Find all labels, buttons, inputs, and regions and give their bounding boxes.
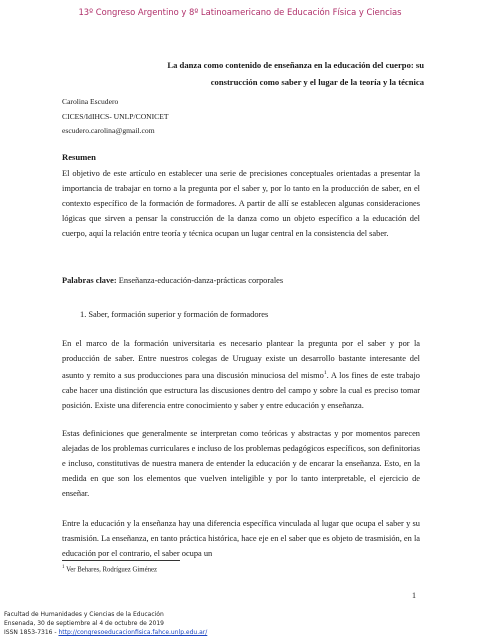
author-email: escudero.carolina@gmail.com bbox=[62, 126, 155, 135]
footer-faculty: Facultad de Humanidades y Ciencias de la Educación bbox=[4, 611, 164, 618]
issn-text: ISSN 1853-7316 - bbox=[4, 629, 59, 636]
author-name: Carolina Escudero bbox=[62, 97, 119, 106]
body-paragraph-3: Entre la educación y la enseñanza hay una diferencia específica vinculada al lugar que ocupa el saber y su trasmisión. La enseñanza, en tanto práctica histórica, hace eje en el saber que es objeto de trasmisión, en la educación por el contrario, el saber ocupa un bbox=[62, 519, 420, 558]
abstract-text: El objetivo de este artículo en establecer una serie de precisiones conceptuales orientadas a presentar la importancia de trabajar en torno a la pregunta por el saber y, por lo tanto en la producción de saber, en el contexto específico de la formación de formadores. A partir de allí se establecen algunas consideraciones lógicas que sirven a pensar la construcción de la danza como un objeto específico a la educación del cuerpo, aquí la relación entre teoría y técnica ocupan un lugar central en la consistencia del saber. bbox=[62, 169, 420, 238]
p1-text-before: En el marco de la formación universitaria es necesario plantear la pregunta por el saber y por la producción de saber. Entre nuestros colegas de Uruguay existe un desarrollo bastante interesante del asunto y remito a sus producciones para una discusión minuciosa del mismo bbox=[62, 339, 420, 380]
body-paragraph-2: Estas definiciones que generalmente se interpretan como teóricas y abstractas y por momentos parecen alejadas de los problemas curriculares e incluso de los problemas pedagógicos específicos, son definitorias e incluso, constitutivas de nuestra manera de entender la educación y de encarar la enseñanza. Esto, en la medida en que son los elementos que vuelven inteligible y por lo tanto interpretable, el ejercicio de enseñar. bbox=[62, 429, 420, 498]
page-number: 1 bbox=[412, 591, 416, 600]
article-title bbox=[110, 57, 424, 91]
footnote-divider bbox=[62, 560, 180, 561]
author-affiliation: CICES/IdIHCS- UNLP/CONICET bbox=[62, 112, 169, 121]
footnote bbox=[62, 565, 157, 573]
footer-issn bbox=[4, 629, 207, 636]
footnote-ref: 1 bbox=[323, 370, 327, 376]
title-line-2: construcción como saber y el lugar de la teoría y la técnica bbox=[210, 77, 424, 87]
section-1-heading: 1. Saber, formación superior y formación de formadores bbox=[80, 310, 269, 319]
conference-header: 13º Congreso Argentino y 8º Latinoamericano de Educación Física y Ciencias bbox=[78, 7, 402, 17]
keywords bbox=[62, 276, 283, 285]
title-line-1: La danza como contenido de enseñanza en la educación del cuerpo: su bbox=[167, 60, 424, 70]
keywords-text: Enseñanza-educación-danza-prácticas corporales bbox=[116, 276, 284, 285]
congress-url-link[interactable]: http://congresoeducacionfisica.fahce.unlp.edu.ar/ bbox=[58, 629, 208, 636]
footnote-text: Ver Behares, Rodríguez Giménez bbox=[64, 566, 158, 574]
abstract-heading: Resumen bbox=[62, 152, 96, 162]
p1-text-after: . A los fines de este trabajo cabe hacer una distinción que estructura las discusiones dentro del campo y sobre la cual es preciso tomar posición. Existe una diferencia entre conocimiento y saber y entre educación y enseñanza. bbox=[62, 370, 420, 410]
footnote-mark: 1 bbox=[62, 565, 65, 570]
keywords-label: Palabras clave: bbox=[62, 276, 117, 285]
body-paragraph-1 bbox=[62, 336, 420, 413]
footer-dates: Ensenada, 30 de septiembre al 4 de octubre de 2019 bbox=[4, 620, 164, 627]
